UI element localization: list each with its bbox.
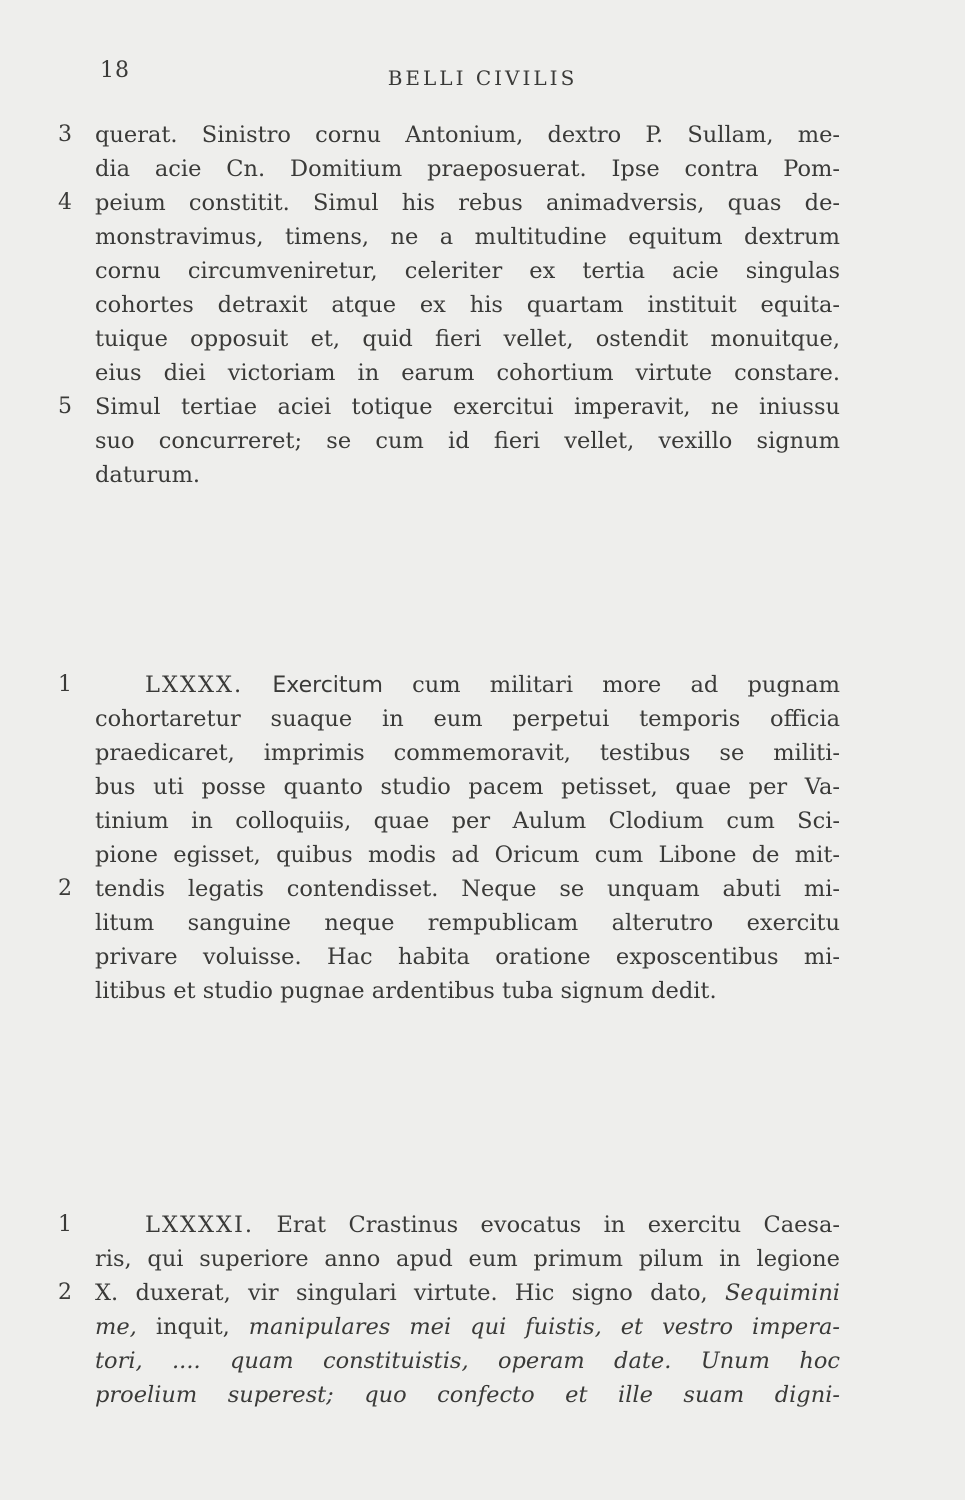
text-line: daturum.	[95, 462, 201, 488]
running-head: BELLI CIVILIS	[387, 66, 578, 90]
chapter-first-line	[95, 1208, 840, 1242]
chapter-first-line	[95, 668, 840, 702]
text-line: peium constitit. Simul his rebus animadversis, quas de-	[95, 190, 840, 216]
text-line: Simul tertiae aciei totique exercitui imperavit, ne iniussu	[95, 394, 840, 420]
text-line: eius diei victoriam in earum cohortium virtute constare.	[95, 360, 840, 386]
text-line: pione egisset, quibus modis ad Oricum cum Libone de mit-	[95, 842, 840, 868]
text-line: cohortaretur suaque in eum perpetui temporis officia	[95, 706, 840, 732]
italic-fragment: manipulares mei qui fuistis, et vestro impera-	[248, 1314, 841, 1340]
text-line: tinium in colloquiis, quae per Aulum Clodium cum Sci-	[95, 808, 840, 834]
text-line: ris, qui superiore anno apud eum primum pilum in legione	[95, 1246, 840, 1272]
margin-number: 4	[58, 190, 72, 215]
text-fragment: cum militari more ad pugnam	[412, 672, 840, 698]
text-line: tendis legatis contendisset. Neque se unquam abuti mi-	[95, 876, 840, 902]
text-line: litibus et studio pugnae ardentibus tuba signum dedit.	[95, 978, 717, 1004]
text-line: privare voluisse. Hac habita oratione exposcentibus mi-	[95, 944, 840, 970]
italic-fragment: Sequimini	[724, 1280, 841, 1306]
text-line: cornu circumveniretur, celeriter ex tertia acie singulas	[95, 258, 840, 284]
margin-number: 3	[58, 122, 72, 147]
margin-number: 2	[58, 876, 72, 901]
text-line: praedicaret, imprimis commemoravit, testibus se militi-	[95, 740, 840, 766]
page-number: 18	[100, 58, 130, 83]
italic-text-line: tori, .... quam constituistis, operam date. Unum hoc	[95, 1348, 840, 1374]
margin-number: 5	[58, 394, 72, 419]
text-line: cohortes detraxit atque ex his quartam instituit equita-	[95, 292, 840, 318]
margin-number: 1	[58, 672, 72, 697]
text-line-mixed	[95, 1310, 840, 1344]
text-line: suo concurreret; se cum id fieri vellet, vexillo signum	[95, 428, 840, 454]
text-line: litum sanguine neque rempublicam alterutro exercitu	[95, 910, 840, 936]
text-line-mixed	[95, 1276, 840, 1310]
italic-text-line: proelium superest; quo confecto et ille suam digni-	[95, 1382, 840, 1408]
text-fragment: inquit,	[155, 1314, 230, 1340]
margin-number: 1	[58, 1212, 72, 1237]
text-line: bus uti posse quanto studio pacem petisset, quae per Va-	[95, 774, 840, 800]
chapter-number: LXXXX.	[145, 672, 244, 698]
chapter-number: LXXXXI.	[145, 1212, 255, 1238]
text-fragment: Erat Crastinus evocatus in exercitu Caesa-	[276, 1212, 840, 1238]
text-fragment: X. duxerat, vir singulari virtute. Hic signo dato,	[95, 1280, 708, 1306]
chapter-lead-word: Exercitum	[272, 673, 383, 698]
italic-fragment: me,	[95, 1314, 137, 1340]
text-line: querat. Sinistro cornu Antonium, dextro P. Sullam, me-	[95, 122, 840, 148]
margin-number: 2	[58, 1280, 72, 1305]
text-line: dia acie Cn. Domitium praeposuerat. Ipse contra Pom-	[95, 156, 840, 182]
text-line: tuique opposuit et, quid fieri vellet, ostendit monuitque,	[95, 326, 840, 352]
text-line: monstravimus, timens, ne a multitudine equitum dextrum	[95, 224, 840, 250]
